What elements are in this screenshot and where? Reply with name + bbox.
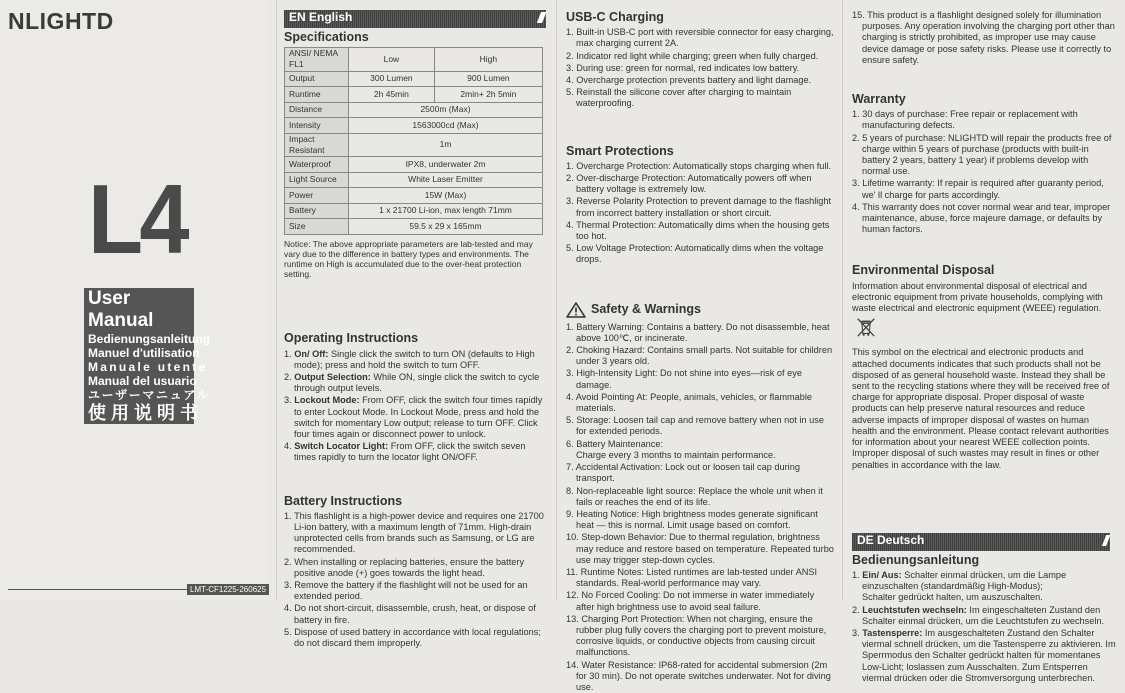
- list-item: 4. Avoid Pointing At: People, animals, vehicles, or flammable materials.: [566, 391, 812, 414]
- language-title-fr: Manuel d'utilisation: [84, 346, 194, 360]
- safety-list-continued: [852, 10, 1116, 66]
- item-text: Overcharge protection prevents battery and light damage.: [576, 75, 812, 86]
- table-row: [285, 102, 543, 118]
- panel-warranty-disposal: [852, 0, 1116, 683]
- cover-panel: [0, 0, 270, 600]
- item-text: Low Voltage Protection: Automatically dims when the voltage drops.: [576, 243, 824, 265]
- list-item: 5. Reinstall the silicone cover after charging to maintain waterproofing.: [566, 87, 792, 109]
- item-lead: Switch Locator Light:: [294, 441, 389, 452]
- table-header-cell: ANSI/ NEMA FL1: [285, 48, 349, 71]
- list-item: 10. Step-down Behavior: Due to thermal regulation, brightness may reduce and restore based on temperature. Repeated turbo use may trigger step-down cycles.: [566, 532, 834, 565]
- list-item: 3. Tastensperre: Im ausgeschalteten Zustand den Schalter viermal schnell drücken, um die Tastensperre zu aktivieren. Im Sperrmodus den Schalter gedrückt halten für momentanes Low-Licht; loslassen zum Ausschalten. Zum Entsperren viermal drücken oder die Stromversorgung unterbrechen.: [852, 627, 1116, 683]
- list-item: 11. Runtime Notes: Listed runtimes are lab-tested under ANSI standards. Real-world performance may vary.: [566, 566, 818, 589]
- list-item: 3. Lockout Mode: From OFF, click the switch four times rapidly to enter Lockout Mode. In Lockout Mode, press and hold the switch for momentary Low output; release to turn OFF. Click four times again or disconnect power to unlock.: [284, 395, 543, 439]
- usbc-list: [566, 27, 834, 109]
- list-item: 2. Leuchtstufen wechseln: Im eingeschalteten Zustand den Schalter einmal drücken, um die Leuchtstufen zu wechseln.: [852, 604, 1105, 626]
- item-text: 5 years of purchase: NLIGHTD will repair the products free of charge within 5 years of purchase (products with built-in battery 2 years, battery 1 year) if problems develop with normal use.: [862, 132, 1112, 177]
- table-cell: IPX8, underwater 2m: [349, 157, 543, 173]
- manual-title-block: [84, 288, 211, 424]
- row-label: Intensity: [285, 118, 349, 134]
- list-item: 9. Heating Notice: High brightness modes generate significant heat — this is normal. Limit usage based on comfort.: [566, 508, 818, 531]
- list-item: 1. Ein/ Aus: Schalter einmal drücken, um die Lampe einzuschalten (standardmäßig High-Modus); Schalter gedrückt halten, um auszuschalten.: [852, 569, 1067, 603]
- list-item: 3. Reverse Polarity Protection to prevent damage to the flashlight from incorrect battery installation or short circuit.: [566, 196, 832, 218]
- list-item: 1. 30 days of purchase: Free repair or replacement with manufacturing defects.: [852, 109, 1078, 131]
- item-text: Runtime Notes: Listed runtimes are lab-tested under ANSI standards. Real-world performance may vary.: [576, 566, 818, 589]
- table-cell: 59.5 x 29 x 165mm: [349, 219, 543, 235]
- row-label: Waterproof: [285, 157, 349, 173]
- warning-icon: [566, 302, 586, 318]
- table-header-cell: High: [434, 48, 542, 71]
- item-text: Choking Hazard: Contains small parts. Not suitable for children under 3 years old.: [576, 345, 833, 367]
- item-text: Lifetime warranty: If repair is required after guaranty period, we' ll charge for parts accordingly.: [862, 178, 1104, 200]
- item-text: Remove the battery if the flashlight will not be used for an extended period.: [294, 579, 528, 602]
- item-text: When installing or replacing batteries, ensure the battery positive anode (+) goes towards the light head.: [294, 556, 525, 578]
- env-body: This symbol on the electrical and electronic products and attached documents indicates that such products shall not be disposed of as general household waste. Instead they shall be sent to the recycling stations where they will be received free of charge for appropriate disposal. Proper disposal of waste products can help preserve natural resources and reduce adverse impacts of improper disposal of wastes on human health and the environment. Please contact relevant authorities for information about your nearest WEEE collection points. Improper disposal of such wastes may result in fines or other penalties in accordance with the law.: [852, 347, 1110, 470]
- language-tag-label: DE Deutsch: [857, 532, 925, 547]
- german-title: Bedienungsanleitung: [852, 552, 980, 567]
- item-text: Indicator red light while charging; green when fully charged.: [576, 50, 819, 61]
- item-lead: Tastensperre:: [862, 627, 923, 638]
- safety-list: [566, 322, 834, 693]
- list-item: 2. Over-discharge Protection: Automatically powers off when battery voltage is extremely low.: [566, 173, 812, 195]
- list-item: 3. During use: green for normal, red indicates low battery.: [566, 62, 800, 73]
- list-item: 4. Do not short-circuit, disassemble, crush, heat, or dispose of battery in fire.: [284, 603, 536, 625]
- table-row: [285, 87, 543, 103]
- list-item: 15. This product is a flashlight designed solely for illumination purposes. Any operation involving the charging port other than charging is strictly prohibited, as improper use may cause device damage or pose safety risks. Please use it correctly to ensure safety.: [852, 10, 1115, 65]
- item-text: Reinstall the silicone cover after charging to maintain waterproofing.: [576, 87, 792, 109]
- language-tag-de: [852, 533, 1110, 551]
- safety-heading: [566, 302, 834, 318]
- panel-specifications: [284, 0, 548, 648]
- warranty-list: [852, 109, 1116, 235]
- language-title-es: Manual del usuario: [84, 374, 194, 388]
- list-item: 1. This flashlight is a high-power device and requires one 21700 Li-ion battery, with a maximum length of 71mm. High-drain unprotected cells from brands such as Samsung, or LG are recommended.: [284, 510, 544, 555]
- table-cell: 1563000cd (Max): [349, 118, 543, 134]
- row-label: Light Source: [285, 172, 349, 188]
- manual-title: User Manual: [84, 288, 194, 332]
- env-intro: Information about environmental disposal of electrical and electronic equipment from private households, complying with waste electrical and electronic equipment (WEEE) regulation.: [852, 280, 1103, 314]
- table-header-cell: Low: [349, 48, 435, 71]
- list-item: 2. Indicator red light while charging; green when fully charged.: [566, 50, 819, 61]
- list-item: 14. Water Resistance: IP68-rated for accidental submersion (2m for 30 min). Do not operate switches underwater. Not for diving use.: [566, 659, 831, 692]
- item-text: Dispose of used battery in accordance with local regulations; do not discard them improperly.: [294, 626, 541, 648]
- item-text: Do not short-circuit, disassemble, crush, heat, or dispose of battery in fire.: [294, 603, 536, 625]
- specifications-table: [284, 47, 543, 234]
- list-item: 7. Accidental Activation: Lock out or loosen tail cap during transport.: [566, 462, 800, 484]
- operating-list: [284, 349, 548, 464]
- row-label: Size: [285, 219, 349, 235]
- item-text: Heating Notice: High brightness modes generate significant heat — this is normal. Limit usage based on comfort.: [576, 508, 818, 531]
- item-lead: Leuchtstufen wechseln:: [862, 604, 967, 615]
- list-item: 4. Overcharge protection prevents battery and light damage.: [566, 75, 812, 86]
- item-text: 30 days of purchase: Free repair or replacement with manufacturing defects.: [862, 109, 1078, 131]
- brand-logo: NLIGHTD: [8, 8, 114, 34]
- list-item: 3. Lifetime warranty: If repair is required after guaranty period, we' ll charge for parts accordingly.: [852, 178, 1104, 200]
- item-text: Schalter einmal drücken, um die Lampe einzuschalten (standardmäßig High-Modus); Schalter gedrückt halten, um auszuschalten.: [862, 569, 1067, 603]
- safety-warnings-title: Safety & Warnings: [591, 302, 701, 317]
- language-tag-en: [284, 10, 546, 28]
- list-item: 1. Overcharge Protection: Automatically stops charging when full.: [566, 160, 832, 171]
- table-cell: 1 x 21700 Li-ion, max length 71mm: [349, 203, 543, 219]
- weee-bin-icon: [855, 316, 877, 338]
- table-row: [285, 219, 543, 235]
- list-item: 2. Choking Hazard: Contains small parts. Not suitable for children under 3 years old.: [566, 345, 833, 367]
- language-title-zh: 使用说明书: [84, 402, 194, 424]
- item-text: Water Resistance: IP68-rated for accidental submersion (2m for 30 min). Do not operate switches underwater. Not for diving use.: [576, 659, 831, 692]
- table-cell: 2500m (Max): [349, 102, 543, 118]
- row-label: Impact Resistant: [285, 133, 349, 156]
- spec-notice: Notice: The above appropriate parameters are lab-tested and may vary due to the difference in battery types and environments. The runtime on High is accumulated due to the over-heat protection setting.: [284, 238, 533, 280]
- item-text: Storage: Loosen tail cap and remove battery when not in use for extended periods.: [576, 415, 824, 437]
- model-name: L4: [88, 164, 186, 274]
- item-text: Im eingeschalteten Zustand den Schalter einmal drücken, um die Leuchtstufen zu wechseln.: [862, 604, 1105, 626]
- item-text: This warranty does not cover normal wear and tear, improper maintenance, abuse, force majeure damage, or defaults by human factors.: [862, 201, 1111, 235]
- item-text: This flashlight is a high-power device and requires one 21700 Li-ion battery, with a maximum length of 71mm. High-drain unprotected cells from brands such as Samsung, or LG are recommended.: [294, 510, 544, 555]
- row-label: Output: [285, 71, 349, 87]
- smart-protections-title: Smart Protections: [566, 143, 674, 158]
- table-cell: 2h 45min: [349, 87, 435, 103]
- document-code: LMT-CF1225-260625: [187, 584, 269, 595]
- item-text: No Forced Cooling: Do not immerse in water immediately after high brightness use to avoid seal failure.: [576, 590, 815, 612]
- language-title-ja: ユーザーマニュアル: [84, 388, 194, 402]
- row-label: Distance: [285, 102, 349, 118]
- table-row: [285, 203, 543, 219]
- item-text: During use: green for normal, red indicates low battery.: [576, 62, 800, 73]
- item-text: Over-discharge Protection: Automatically powers off when battery voltage is extremely low.: [576, 173, 812, 195]
- item-text: Im ausgeschalteten Zustand den Schalter viermal schnell drücken, um die Tastensperre zu aktivieren. Im Sperrmodus den Schalter gedrückt halten für momentanes Low-Licht; loslassen zum Ausschalten. Zum Entsperren viermal drücken oder die Stromversorgung unterbrechen.: [862, 627, 1116, 683]
- item-text: Reverse Polarity Protection to prevent damage to the flashlight from incorrect battery installation or short circuit.: [576, 196, 832, 218]
- list-item: 3. High-Intensity Light: Do not shine into eyes—risk of eye damage.: [566, 368, 802, 390]
- list-item: 5. Dispose of used battery in accordance with local regulations; do not discard them improperly.: [284, 626, 541, 648]
- fold-line: [842, 0, 843, 600]
- list-item: 4. Switch Locator Light: From OFF, click the switch seven times rapidly to turn the locator light ON/OFF.: [284, 441, 526, 463]
- item-lead: Output Selection:: [294, 371, 371, 382]
- battery-list: [284, 511, 548, 649]
- table-row: [285, 133, 543, 156]
- list-item: 5. Storage: Loosen tail cap and remove battery when not in use for extended periods.: [566, 415, 824, 437]
- table-cell: 900 Lumen: [434, 71, 542, 87]
- item-text: Built-in USB-C port with reversible connector for easy charging, max charging current 2A.: [576, 27, 834, 49]
- list-item: 13. Charging Port Protection: When not charging, ensure the rubber plug fully covers the charging port to prevent moisture, corrosive liquids, or conductive objects from causing circuit malfunctions.: [566, 613, 827, 658]
- row-label: Battery: [285, 203, 349, 219]
- fold-line: [276, 0, 277, 600]
- environmental-disposal-title: Environmental Disposal: [852, 263, 995, 278]
- protections-list: [566, 161, 834, 266]
- item-text: Accidental Activation: Lock out or loosen tail cap during transport.: [575, 462, 800, 484]
- item-text: Step-down Behavior: Due to thermal regulation, brightness may reduce and restore based on temperature. Repeated turbo use may trigger step-down cycles.: [576, 532, 834, 565]
- language-tag-label: EN English: [289, 10, 353, 24]
- slash-decoration: ////: [537, 10, 542, 27]
- operating-instructions-title: Operating Instructions: [284, 331, 419, 346]
- list-item: 1. On/ Off: Single click the switch to turn ON (defaults to High mode); press and hold the switch to turn OFF.: [284, 348, 535, 370]
- list-item: 1. Built-in USB-C port with reversible connector for easy charging, max charging current 2A.: [566, 27, 834, 49]
- item-text: This product is a flashlight designed solely for illumination purposes. Any operation involving the charging port other than charging is strictly prohibited, as improper use may cause device damage or pose safety risks. Please use it correctly to ensure safety.: [862, 10, 1115, 65]
- table-cell: White Laser Emitter: [349, 172, 543, 188]
- table-cell: 300 Lumen: [349, 71, 435, 87]
- list-item: 5. Low Voltage Protection: Automatically dims when the voltage drops.: [566, 243, 824, 265]
- list-item: 8. Non-replaceable light source: Replace the whole unit when it fails or reaches the end of its life.: [566, 485, 823, 507]
- item-lead: Lockout Mode:: [294, 395, 360, 406]
- table-row: [285, 157, 543, 173]
- item-text: Single click the switch to turn ON (defaults to High mode); press and hold the switch to turn OFF.: [294, 348, 535, 370]
- german-list: [852, 570, 1116, 684]
- item-lead: On/ Off:: [294, 348, 329, 359]
- item-text: Thermal Protection: Automatically dims when the housing gets too hot.: [576, 219, 830, 242]
- table-row: [285, 118, 543, 134]
- item-text: Charging Port Protection: When not charging, ensure the rubber plug fully covers the charging port to prevent moisture, corrosive liquids, or conductive objects from causing circuit malfunctions.: [576, 613, 827, 658]
- row-label: Runtime: [285, 87, 349, 103]
- item-text: High-Intensity Light: Do not shine into eyes—risk of eye damage.: [576, 368, 802, 390]
- specifications-title: Specifications: [284, 30, 369, 44]
- battery-instructions-title: Battery Instructions: [284, 493, 403, 508]
- usbc-charging-title: USB-C Charging: [566, 10, 664, 24]
- list-item: 4. This warranty does not cover normal wear and tear, improper maintenance, abuse, force majeure damage, or defaults by human factors.: [852, 201, 1111, 235]
- item-text: From OFF, click the switch four times rapidly to enter Lockout Mode. In Lockout Mode, press and hold the switch for momentary Low output; release to turn OFF. Click four times again or disconnect power to unlock.: [294, 395, 543, 439]
- item-lead: Ein/ Aus:: [862, 569, 902, 580]
- slash-decoration: ///: [1102, 532, 1106, 550]
- item-text: Non-replaceable light source: Replace the whole unit when it fails or reaches the end of its life.: [576, 485, 823, 507]
- item-text: Battery Maintenance: Charge every 3 months to maintain performance.: [576, 438, 776, 460]
- table-row: [285, 71, 543, 87]
- item-text: Overcharge Protection: Automatically stops charging when full.: [576, 160, 832, 171]
- item-text: Avoid Pointing At: People, animals, vehicles, or flammable materials.: [575, 391, 812, 414]
- table-cell: 15W (Max): [349, 188, 543, 204]
- item-text: Battery Warning: Contains a battery. Do not disassemble, heat above 100℃, or incinerate.: [576, 321, 830, 343]
- item-text: From OFF, click the switch seven times rapidly to turn the locator light ON/OFF.: [294, 441, 526, 463]
- fold-line: [556, 0, 557, 600]
- table-row: [285, 188, 543, 204]
- table-header-row: [285, 48, 543, 71]
- list-item: 1. Battery Warning: Contains a battery. Do not disassemble, heat above 100℃, or incinerate.: [566, 321, 830, 343]
- language-title-it: Manuale utente: [84, 360, 194, 374]
- row-label: Power: [285, 188, 349, 204]
- table-cell: 2min+ 2h 5min: [434, 87, 542, 103]
- list-item: 2. When installing or replacing batteries, ensure the battery positive anode (+) goes towards the light head.: [284, 556, 525, 578]
- item-text: While ON, single click the switch to cycle through output levels.: [294, 371, 540, 394]
- table-row: [285, 172, 543, 188]
- list-item: 3. Remove the battery if the flashlight will not be used for an extended period.: [284, 579, 528, 602]
- list-item: 2. Output Selection: While ON, single click the switch to cycle through output levels.: [284, 371, 540, 394]
- list-item: 12. No Forced Cooling: Do not immerse in water immediately after high brightness use to avoid seal failure.: [566, 590, 815, 612]
- list-item: 6. Battery Maintenance: Charge every 3 months to maintain performance.: [566, 438, 776, 460]
- list-item: 4. Thermal Protection: Automatically dims when the housing gets too hot.: [566, 219, 830, 242]
- language-title-de: Bedienungsanleitung: [84, 332, 194, 346]
- cover-rule: [8, 589, 188, 590]
- list-item: 2. 5 years of purchase: NLIGHTD will repair the products free of charge within 5 years of purchase (products with built-in battery 2 years, battery 1 year) if problems develop with normal use.: [852, 132, 1112, 177]
- warranty-title: Warranty: [852, 92, 906, 107]
- panel-charging-safety: [566, 0, 834, 692]
- table-cell: 1m: [349, 133, 543, 156]
